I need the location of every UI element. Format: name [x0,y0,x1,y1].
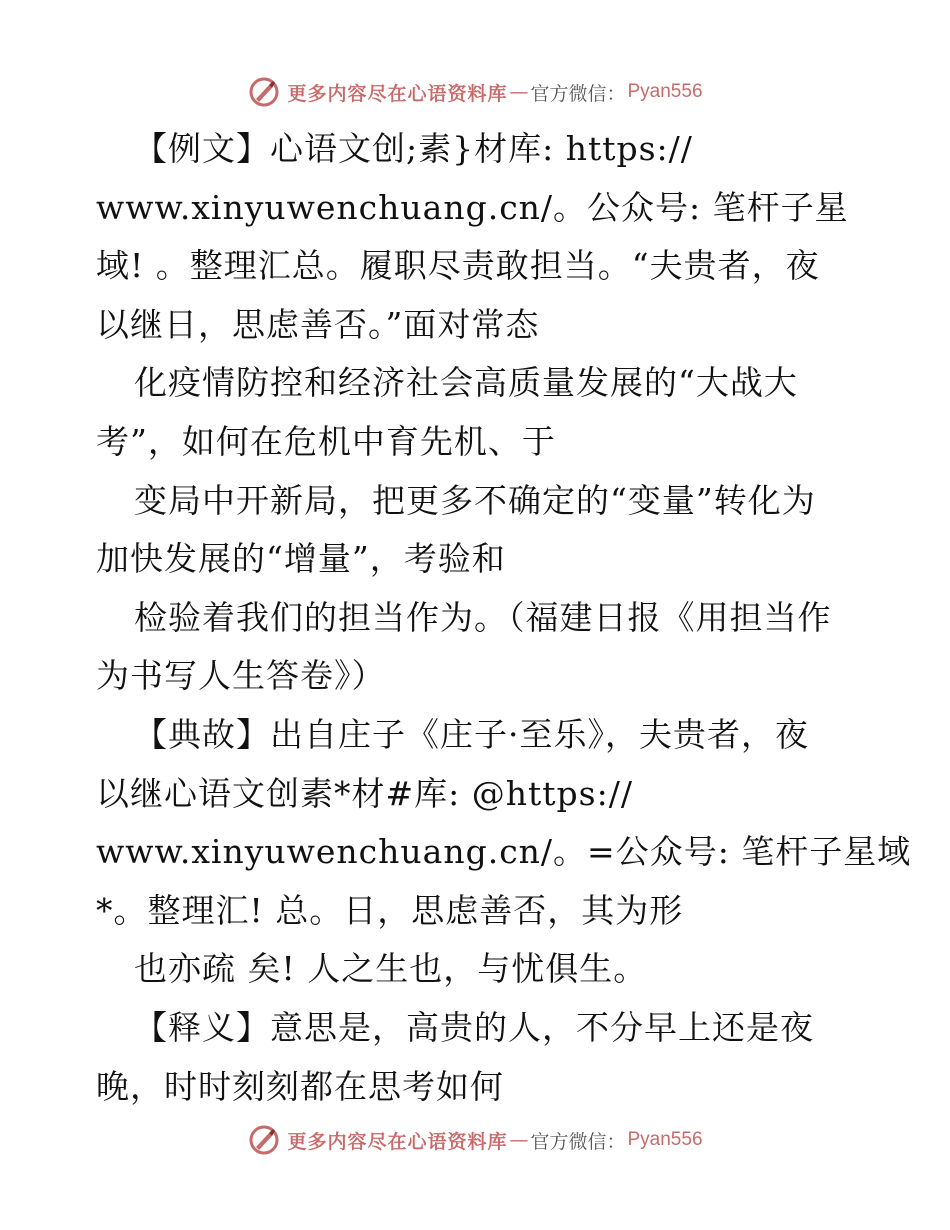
header-banner-id: Pyan556 [627,81,703,102]
text-line: 【例文】心语文创;素}材库: https:// [134,129,693,168]
text-line: 检验着我们的担当作为。（福建日报《用担当作 [134,597,832,637]
header-banner [0,70,950,114]
text-line: 也亦疏 矣! 人之生也，与忧俱生。 [134,949,648,989]
footer-banner [0,1118,950,1162]
text-line: *。整理汇! 总。日，思虑善否，其为形 [96,890,684,930]
text-line: 为书写人生答卷》） [96,656,386,696]
text-line: 以继日，思虑善否。”面对常态 [96,304,540,344]
pen-swirl-logo-icon [247,75,281,109]
text-line: 变局中开新局，把更多不确定的“变量”转化为 [134,480,816,520]
footer-banner-main: 更多内容尽在心语资料库 [287,1130,508,1153]
header-banner-sub: 官方微信： [530,82,626,105]
text-line: 域! 。整理汇总。履职尽责敢担当。“夫贵者，夜 [96,246,820,286]
text-line: 晚，时时刻刻都在思考如何 [96,1066,504,1106]
text-line: 【释义】意思是，高贵的人，不分早上还是夜 [134,1007,814,1047]
footer-banner-id: Pyan556 [627,1129,703,1150]
footer-banner-sub: 官方微信： [530,1130,626,1153]
footer-banner-dash: — [509,1129,529,1151]
text-line: 【典故】出自庄子《庄子·至乐》，夫贵者，夜 [134,714,809,754]
header-banner-dash: — [509,81,529,103]
text-line: www.xinyuwenchuang.cn/。=公众号: 笔杆子星域 [96,832,912,872]
text-line: 加快发展的“增量”，考验和 [96,539,506,579]
text-line: 化疫情防控和经济社会高质量发展的“大战大 [134,363,798,403]
text-line: 以继心语文创素*材#库: @https:// [96,773,633,813]
text-line: www.xinyuwenchuang.cn/。公众号: 笔杆子星 [96,187,849,227]
text-line: 考”，如何在危机中育先机、于 [96,421,556,461]
header-banner-main: 更多内容尽在心语资料库 [287,82,508,105]
pen-swirl-logo-icon [247,1123,281,1157]
document-body [96,120,912,1116]
